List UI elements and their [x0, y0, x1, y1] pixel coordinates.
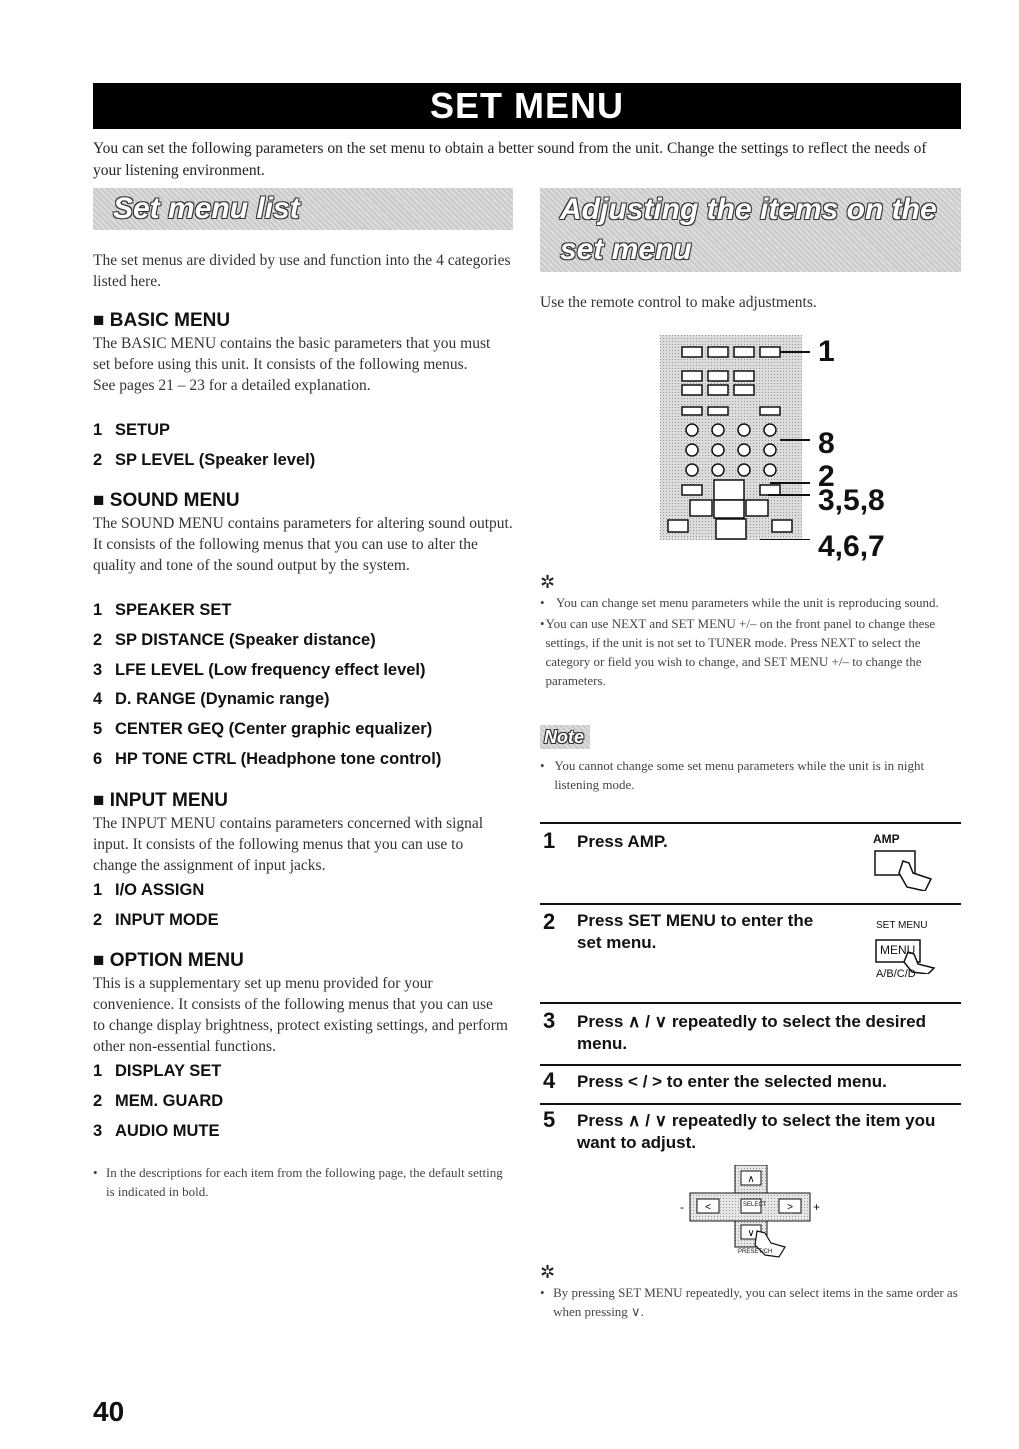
preset-ch-label: PRESET/CH [738, 1249, 773, 1255]
remote-control-illustration [660, 335, 810, 540]
menu-item [93, 1092, 223, 1111]
note-label: Note [540, 725, 590, 749]
tip2: • By pressing SET MENU repeatedly, you can select items in the same order as when pressing ∨. [540, 1283, 960, 1321]
up-arrow-icon: ∧ [747, 1174, 755, 1185]
menu-item-label: I/O ASSIGN [115, 881, 205, 899]
note-text: You cannot change some set menu parameters while the unit is in night listening mode. [554, 758, 925, 792]
down-arrow-icon: ∨ [747, 1228, 755, 1239]
basic-menu-heading: ■ BASIC MENU [93, 310, 231, 331]
menu-item-number: 1 [93, 881, 103, 899]
step-divider [540, 903, 961, 905]
menu-item-label: AUDIO MUTE [115, 1122, 220, 1140]
menu-item-number: 3 [93, 1122, 103, 1140]
basic-menu-desc: The BASIC MENU contains the basic parameters that you must set before using this unit. It consists of the following menus. See pages 21 – 23 for a detailed explanation. [93, 335, 491, 394]
step-number: 1 [543, 828, 556, 853]
callout-8: 8 [818, 427, 835, 460]
menu-item [93, 1122, 220, 1141]
tip-text: You can use NEXT and SET MENU +/– on the front panel to change these settings, if the unit is not set to TUNER mode. Press NEXT to select the category or field you wish to change, and SET MENU +/– to change the parameters. [545, 616, 936, 688]
menu-item-number: 6 [93, 750, 103, 768]
step-divider [540, 1002, 961, 1004]
set-menu-list-intro: The set menus are divided by use and function into the 4 categories listed here. [93, 252, 511, 290]
right-arrow-icon: > [787, 1202, 793, 1213]
tip-icon: ✲ [540, 572, 556, 592]
menu-item-number: 2 [93, 631, 103, 649]
step-number: 5 [543, 1107, 556, 1132]
footnote-text: In the descriptions for each item from the following page, the default setting is indicated in bold. [105, 1165, 503, 1199]
menu-item-label: SETUP [115, 421, 171, 439]
tip-text: You can change set menu parameters while the unit is reproducing sound. [556, 595, 939, 610]
set-menu-button-label: SET MENU [876, 920, 928, 931]
menu-item-label: LFE LEVEL (Low frequency effect level) [115, 661, 426, 679]
menu-item [93, 690, 330, 709]
menu-item-number: 1 [93, 601, 103, 619]
menu-item-label: INPUT MODE [115, 911, 219, 929]
set-menu-button-illustration [874, 938, 944, 988]
menu-item-label: SPEAKER SET [115, 601, 232, 619]
menu-button-face: MENU [880, 943, 916, 957]
minus-label: - [680, 1200, 684, 1214]
amp-button-label: AMP [873, 832, 900, 846]
hand-pointer-icon [873, 849, 943, 891]
menu-item-number: 3 [93, 661, 103, 679]
step-text: Press < / > to enter the selected menu. [577, 1072, 887, 1091]
input-menu-heading: ■ INPUT MENU [93, 790, 228, 811]
footnote: • In the descriptions for each item from the following page, the default setting is indicated in bold. [93, 1163, 513, 1201]
menu-item [93, 881, 204, 900]
select-button-label: SELECT [743, 1202, 767, 1208]
menu-item-label: HP TONE CTRL (Headphone tone control) [115, 750, 442, 768]
left-arrow-icon: < [705, 1202, 711, 1213]
menu-item-number: 4 [93, 690, 103, 708]
menu-item-label: CENTER GEQ (Center graphic equalizer) [115, 720, 433, 738]
section-heading-adjusting: Adjusting the items on the set menu [540, 188, 961, 272]
page-title: SET MENU [93, 83, 961, 129]
menu-item [93, 720, 432, 739]
sound-menu-title: SOUND MENU [109, 490, 240, 511]
menu-item-label: D. RANGE (Dynamic range) [115, 690, 330, 708]
menu-item [93, 911, 219, 930]
dpad-illustration [675, 1165, 825, 1260]
notes-list: • You cannot change some set menu parameters while the unit is in night listening mode. [540, 756, 960, 794]
menu-item [93, 631, 376, 650]
tip-text: By pressing SET MENU repeatedly, you can select items in the same order as when pressing ∨. [553, 1285, 958, 1319]
sound-menu-heading: ■ SOUND MENU [93, 490, 240, 511]
step-divider [540, 1103, 961, 1105]
plus-label: + [813, 1200, 821, 1214]
menu-item [93, 451, 315, 470]
menu-item-number: 1 [93, 421, 103, 439]
page-number: 40 [93, 1396, 125, 1427]
sound-menu-desc: The SOUND MENU contains parameters for altering sound output. It consists of the following menus that you can use to alter the quality and tone of the sound output by the system. [93, 515, 513, 574]
callout-1: 1 [818, 335, 835, 368]
option-menu-heading: ■ OPTION MENU [93, 950, 244, 971]
step-number: 4 [543, 1068, 556, 1093]
page-intro: You can set the following parameters on the set menu to obtain a better sound from the unit. Change the settings to reflect the needs of your listening environment. [93, 140, 927, 179]
step-text: Press ∧ / ∨ repeatedly to select the desired menu. [577, 1012, 926, 1053]
option-menu-desc: This is a supplementary set up menu provided for your convenience. It consists of the following menus that you can use to change display brightness, protect existing settings, and perform other non-essential functions. [93, 975, 508, 1055]
menu-item-label: SP DISTANCE (Speaker distance) [115, 631, 376, 649]
step-number: 2 [543, 909, 556, 934]
input-menu-title: INPUT MENU [109, 790, 228, 811]
menu-item [93, 601, 231, 620]
dpad-svg [675, 1165, 825, 1260]
tips-list: • You can change set menu parameters while the unit is reproducing sound. • You can use NEXT and SET MENU +/– on the front panel to change these settings, if the unit is not set to TUNER mode. Press NEXT to select the category or field you wish to change, and SET MENU +/– to change the parameters. [540, 593, 960, 690]
step-text: Press SET MENU to enter the set menu. [577, 911, 814, 952]
menu-item-number: 1 [93, 1062, 103, 1080]
tip-icon: ✲ [540, 1262, 556, 1282]
option-menu-title: OPTION MENU [109, 950, 244, 971]
menu-item-label: MEM. GUARD [115, 1092, 224, 1110]
menu-item-number: 2 [93, 911, 103, 929]
basic-menu-title: BASIC MENU [109, 310, 231, 331]
step-text: Press ∧ / ∨ repeatedly to select the item you want to adjust. [577, 1111, 936, 1152]
section-heading-set-menu-list: Set menu list [93, 188, 513, 230]
callout-4-6-7: 4,6,7 [818, 530, 885, 563]
menu-item [93, 421, 170, 440]
adjusting-intro: Use the remote control to make adjustments. [540, 294, 817, 311]
menu-button-sub: A/B/C/D [876, 968, 916, 980]
step-text: Press AMP. [577, 832, 668, 851]
menu-item [93, 750, 441, 769]
step-divider [540, 1064, 961, 1066]
amp-button-illustration [873, 849, 943, 896]
menu-item-label: SP LEVEL (Speaker level) [115, 451, 316, 469]
menu-item [93, 1062, 221, 1081]
remote-control-svg [660, 335, 810, 540]
callout-2: 2 [818, 460, 835, 493]
callout-3-5-8: 3,5,8 [818, 484, 885, 517]
input-menu-desc: The INPUT MENU contains parameters concerned with signal input. It consists of the following menus that you can use to change the assignment of input jacks. [93, 815, 484, 874]
menu-item-number: 5 [93, 720, 103, 738]
menu-item-number: 2 [93, 451, 103, 469]
menu-item-number: 2 [93, 1092, 103, 1110]
step-number: 3 [543, 1008, 556, 1033]
menu-item-label: DISPLAY SET [115, 1062, 222, 1080]
step-divider [540, 822, 961, 824]
menu-item [93, 661, 426, 680]
